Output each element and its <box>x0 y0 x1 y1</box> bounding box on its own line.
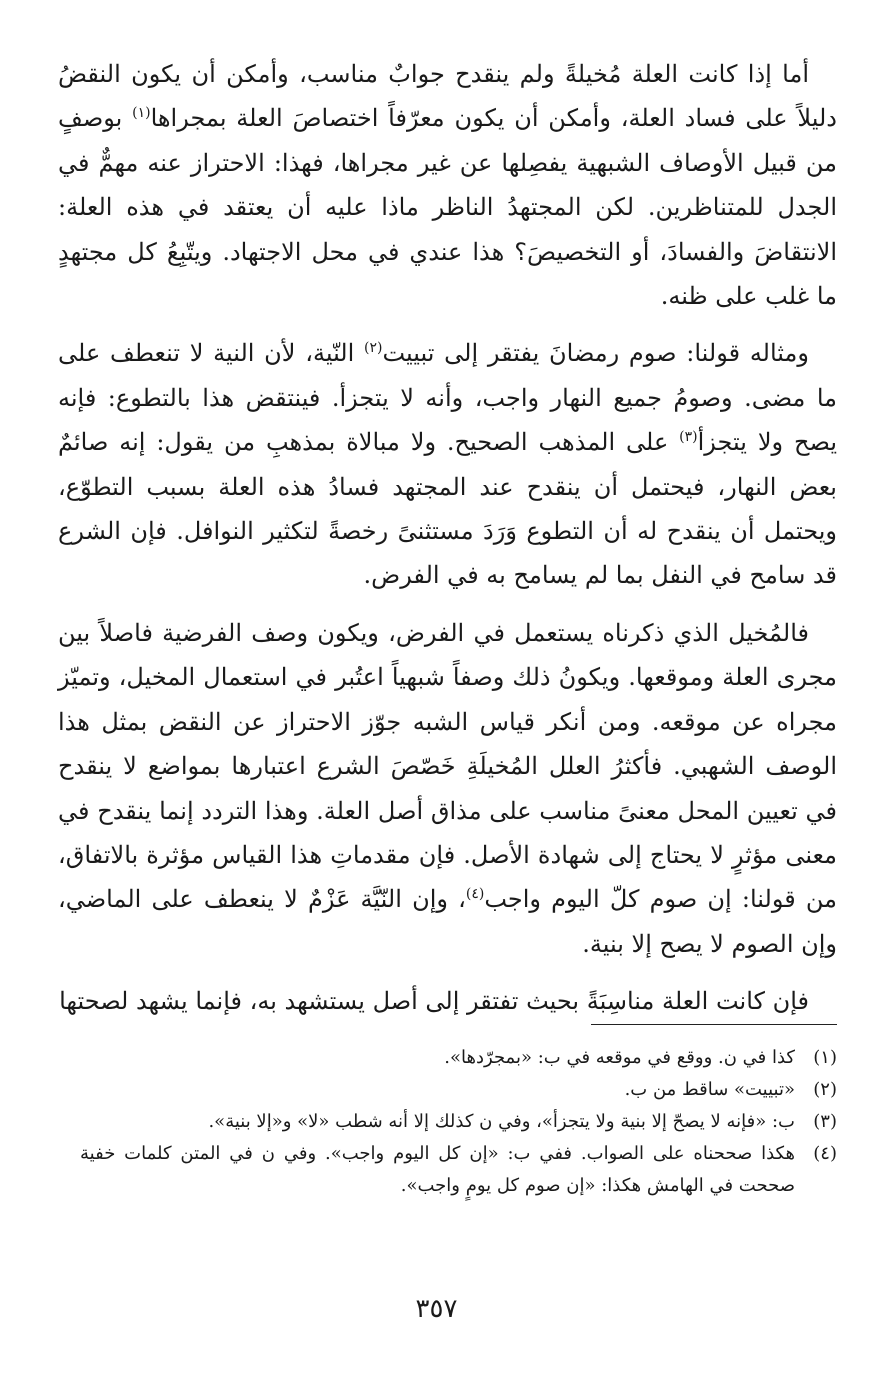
paragraph-1-text-1: أما إذا كانت العلة مُخيلةً ولم ينقدح جوابٌ مناسب، وأمكن أن يكون النقضُ دليلاً على فساد العلة، وأمكن أن يكون معرّفاً اختصاصَ العلة بمجراها <box>58 60 837 133</box>
footnote-4-text: هكذا صححناه على الصواب. ففي ب: «إن كل اليوم واجب». وفي ن في المتن كلمات خفية صححت في الهامش هكذا: «إن صوم كل يومٍ واجب». <box>80 1143 795 1196</box>
footnote-4 <box>80 1138 837 1202</box>
paragraph-2 <box>58 331 837 597</box>
paragraph-2-text-1: ومثاله قولنا: صوم رمضانَ يفتقر إلى تبييت <box>382 339 809 368</box>
footnotes <box>80 1042 837 1202</box>
paragraph-3-text-1: فالمُخيل الذي ذكرناه يستعمل في الفرض، ويكون وصف الفرضية فاصلاً بين مجرى العلة وموقعها. ويكونُ ذلك وصفاً شبهياً اعتُبر في استعمال المخيل، وتميّز مجراه عن موقعه. ومن أنكر قياس الشبه جوّز الاحتراز عن النقض بمثل هذا الوصف الشهبي. فأكثرُ العلل المُخيلَةِ خَصّصَ الشرع اعتبارها بمواضع لا ينقدح في تعيين المحل معنىً مناسب على مذاق أصل العلة. وهذا التردد إنما ينقدح في معنى مؤثرٍ لا يحتاج إلى شهادة الأصل. فإن مقدماتِ هذا القياس مؤثرة بالاتفاق، من قولنا: إن صوم كلّ اليوم واجب <box>58 618 837 914</box>
footnote-2 <box>80 1074 837 1106</box>
footnote-3-text: ب: «فإنه لا يصحّ إلا بنية ولا يتجزأ»، وفي ن كذلك إلا أنه شطب «لا» و«إلا بنية». <box>208 1111 795 1132</box>
footnote-2-text: «تبييت» ساقط من ب. <box>624 1079 795 1100</box>
footnote-2-number: (٢) <box>813 1079 837 1100</box>
paragraph-3 <box>58 611 837 966</box>
footnote-3 <box>80 1106 837 1138</box>
paragraph-2-text-3: على المذهب الصحيح. ولا مبالاة بمذهبِ من يقول: إنه صائمٌ بعض النهار، فيحتمل أن ينقدح عند المجتهد فسادُ هذه العلة بسبب التطوّع، ويحتمل أن ينقدح له أن التطوع وَرَدَ مستثنىً رخصةً لتكثير النوافل. فإن الشرع قد سامح في النفل بما لم يسامح به في الفرض. <box>58 428 837 590</box>
paragraph-4 <box>58 979 837 1023</box>
footnote-separator <box>591 1024 837 1025</box>
footnote-3-number: (٣) <box>813 1111 837 1132</box>
footnote-ref-3: (٣) <box>679 429 698 446</box>
paragraph-2-text-2: النّية، لأن النية لا تنعطف على ما مضى. وصومُ جميع النهار واجب، وأنه لا يتجزأ. فينتقض هذا بالتطوع: فإنه يصح ولا يتجزأ <box>58 339 837 457</box>
footnote-1-number: (١) <box>813 1047 837 1068</box>
page-number: ٣٥٧ <box>415 1294 458 1324</box>
paragraph-3-text-2: ، وإن النّيَّة عَزْمٌ لا ينعطف على الماضي، وإن الصوم لا يصح إلا بنية. <box>58 885 837 958</box>
main-text <box>58 52 837 1024</box>
footnote-1 <box>80 1042 837 1074</box>
footnote-1-text: كذا في ن. ووقع في موقعه في ب: «بمجرّدها». <box>444 1047 795 1068</box>
paragraph-1-text-2: بوصفٍ من قبيل الأوصاف الشبهية يفصِلها عن غير مجراها، فهذا: الاحتراز عنه مهمٌّ في الجدل للمتناظرين. لكن المجتهدُ الناظر ماذا عليه أن يعتقد في هذه العلة: الانتقاضَ والفسادَ، أو التخصيصَ؟ هذا عندي في محل الاجتهاد. ويتّبِعُ كل مجتهدٍ ما غلب على ظنه. <box>58 104 837 311</box>
paragraph-4-text-1: فإن كانت العلة مناسِبَةً بحيث تفتقر إلى أصل يستشهد به، فإنما يشهد لصحتها <box>59 987 809 1016</box>
footnote-ref-1: (١) <box>132 105 151 122</box>
footnote-4-number: (٤) <box>813 1143 837 1164</box>
paragraph-1 <box>58 52 837 318</box>
footnote-ref-4: (٤) <box>465 886 485 903</box>
footnote-ref-2: (٢) <box>364 340 383 357</box>
